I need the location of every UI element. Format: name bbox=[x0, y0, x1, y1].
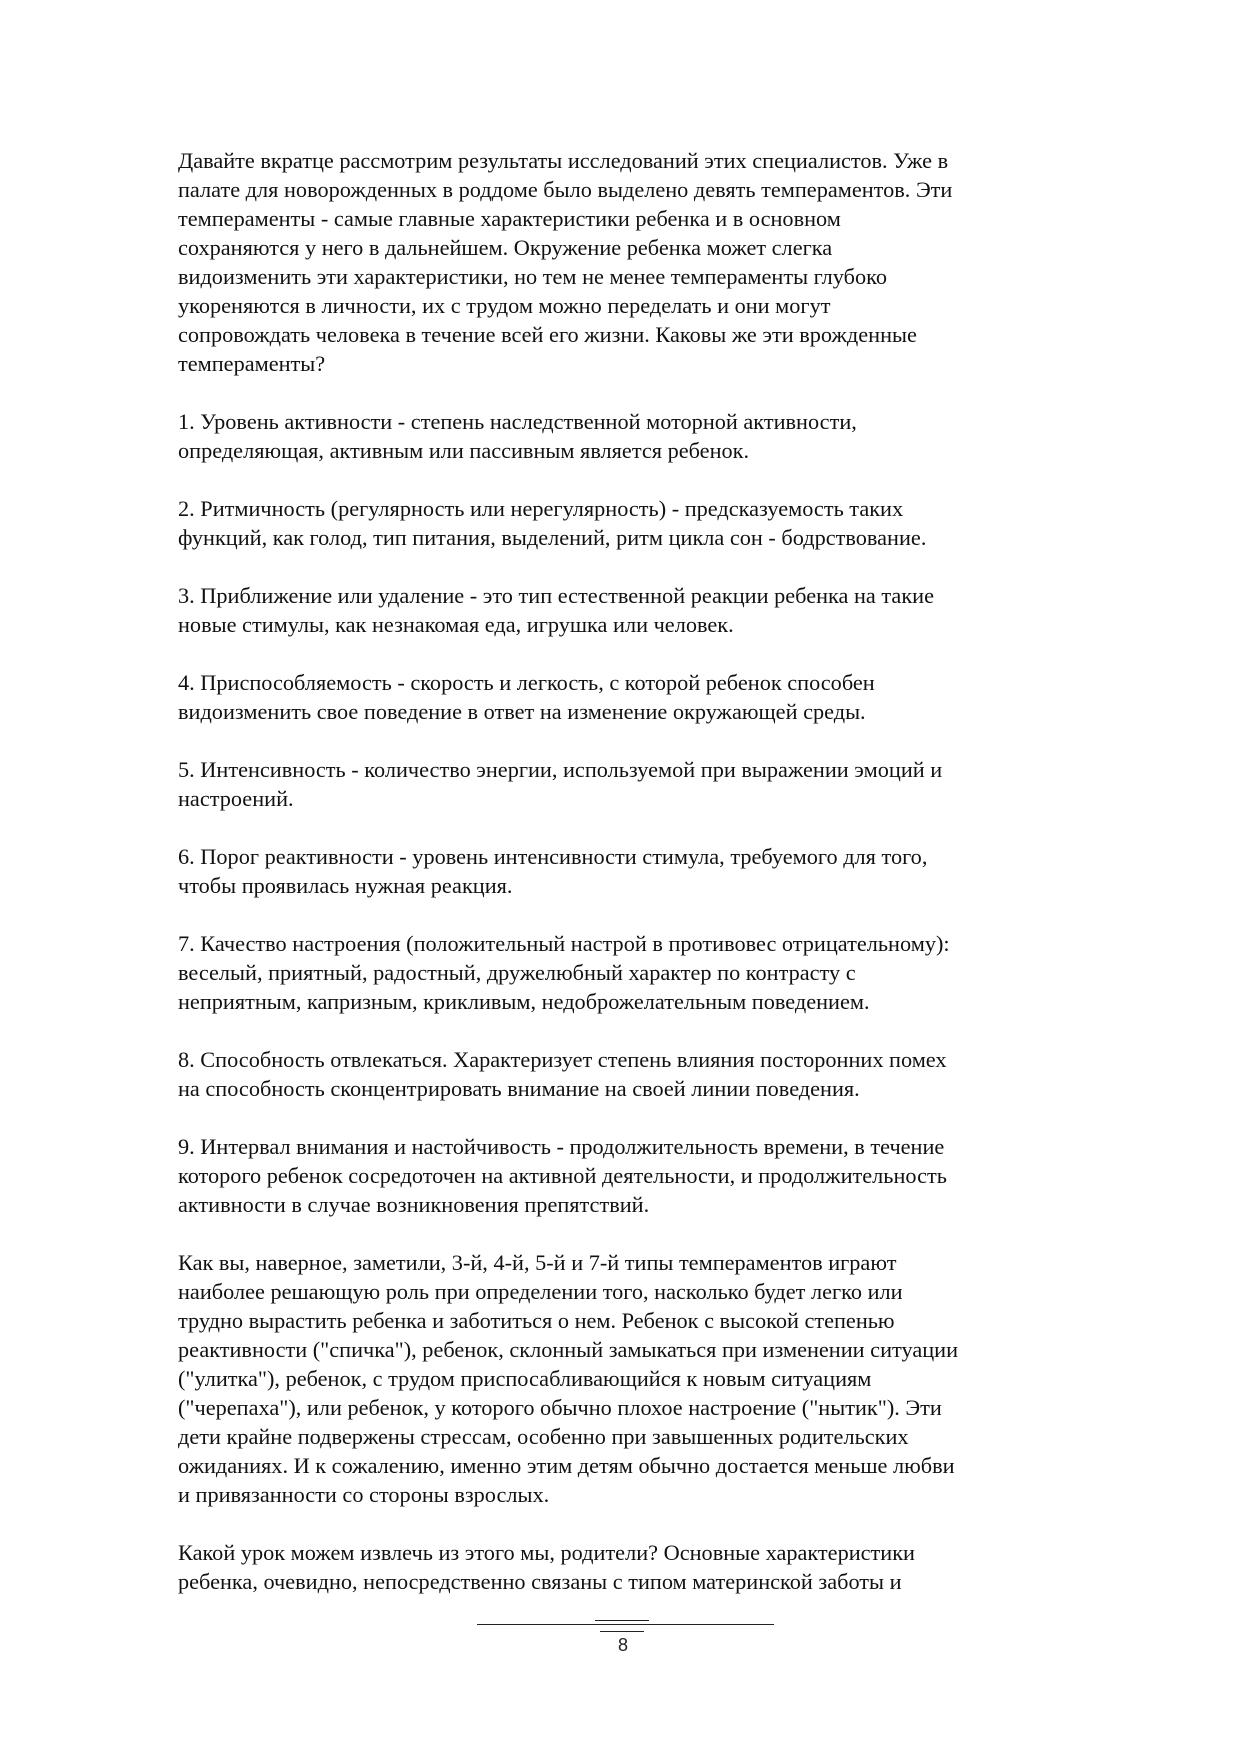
list-item-attention-span: 9. Интервал внимания и настойчивость - продолжительность времени, в течение которого ребенок сосредоточен на активной деятельности, и продолжительность активности в случае возникновения препятствий. bbox=[178, 1134, 947, 1217]
discussion-paragraph: Как вы, наверное, заметили, 3-й, 4-й, 5-й и 7-й типы темпераментов играют наиболее решающую роль при определении того, насколько будет легко или трудно вырастить ребенка и заботиться о нем. Ребенок с высокой степенью реактивности ("спичка"), ребенок, склонный замыкаться при изменении ситуации ("улитка"), ребенок, с трудом приспосабливающийся к новым ситуациям ("черепаха"), или ребенок, у которого обычно плохое настроение ("нытик"). Эти дети крайне подвержены стрессам, особенно при завышенных родительских ожиданиях. И к сожалению, именно этим детям обычно достается меньше любви и привязанности со стороны взрослых. bbox=[178, 1250, 959, 1507]
footer-divider bbox=[477, 1624, 774, 1625]
list-item-adaptability: 4. Приспособляемость - скорость и легкость, с которой ребенок способен видоизменить свое поведение в ответ на изменение окружающей среды. bbox=[178, 670, 875, 724]
closing-paragraph: Какой урок можем извлечь из этого мы, родители? Основные характеристики ребенка, очевидно, непосредственно связаны с типом материнской заботы и bbox=[178, 1540, 915, 1594]
intro-paragraph: Давайте вкратце рассмотрим результаты исследований этих специалистов. Уже в палате для новорожденных в роддоме было выделено девять темпераментов. Эти темпераменты - самые главные характеристики ребенка и в основном сохраняются у него в дальнейшем. Окружение ребенка может слегка видоизменить эти характеристики, но тем не менее темпераменты глубоко укореняются в личности, их с трудом можно переделать и они могут сопровождать человека в течение всей его жизни. Каковы же эти врожденные темпераменты? bbox=[178, 148, 953, 376]
list-item-distractibility: 8. Способность отвлекаться. Характеризует степень влияния посторонних помех на способность сконцентрировать внимание на своей линии поведения. bbox=[178, 1047, 947, 1101]
list-item-threshold: 6. Порог реактивности - уровень интенсивности стимула, требуемого для того, чтобы проявилась нужная реакция. bbox=[178, 844, 928, 898]
page-number: 8 bbox=[617, 1635, 628, 1655]
list-item-rhythmicity: 2. Ритмичность (регулярность или нерегулярность) - предсказуемость таких функций, как голод, тип питания, выделений, ритм цикла сон - бодрствование. bbox=[178, 496, 927, 550]
page-number-underline bbox=[600, 1631, 644, 1632]
footer-divider-accent bbox=[595, 1620, 649, 1621]
list-item-mood-quality: 7. Качество настроения (положительный настрой в противовес отрицательному): веселый, приятный, радостный, дружелюбный характер по контрасту с неприятным, капризным, крикливым, недоброжелательным поведением. bbox=[178, 931, 950, 1014]
list-item-activity-level: 1. Уровень активности - степень наследственной моторной активности, определяющая, активным или пассивным является ребенок. bbox=[178, 409, 857, 463]
list-item-intensity: 5. Интенсивность - количество энергии, используемой при выражении эмоций и настроений. bbox=[178, 757, 943, 811]
list-item-approach-withdrawal: 3. Приближение или удаление - это тип естественной реакции ребенка на такие новые стимулы, как незнакомая еда, игрушка или человек. bbox=[178, 583, 934, 637]
body-text bbox=[178, 146, 1068, 1596]
